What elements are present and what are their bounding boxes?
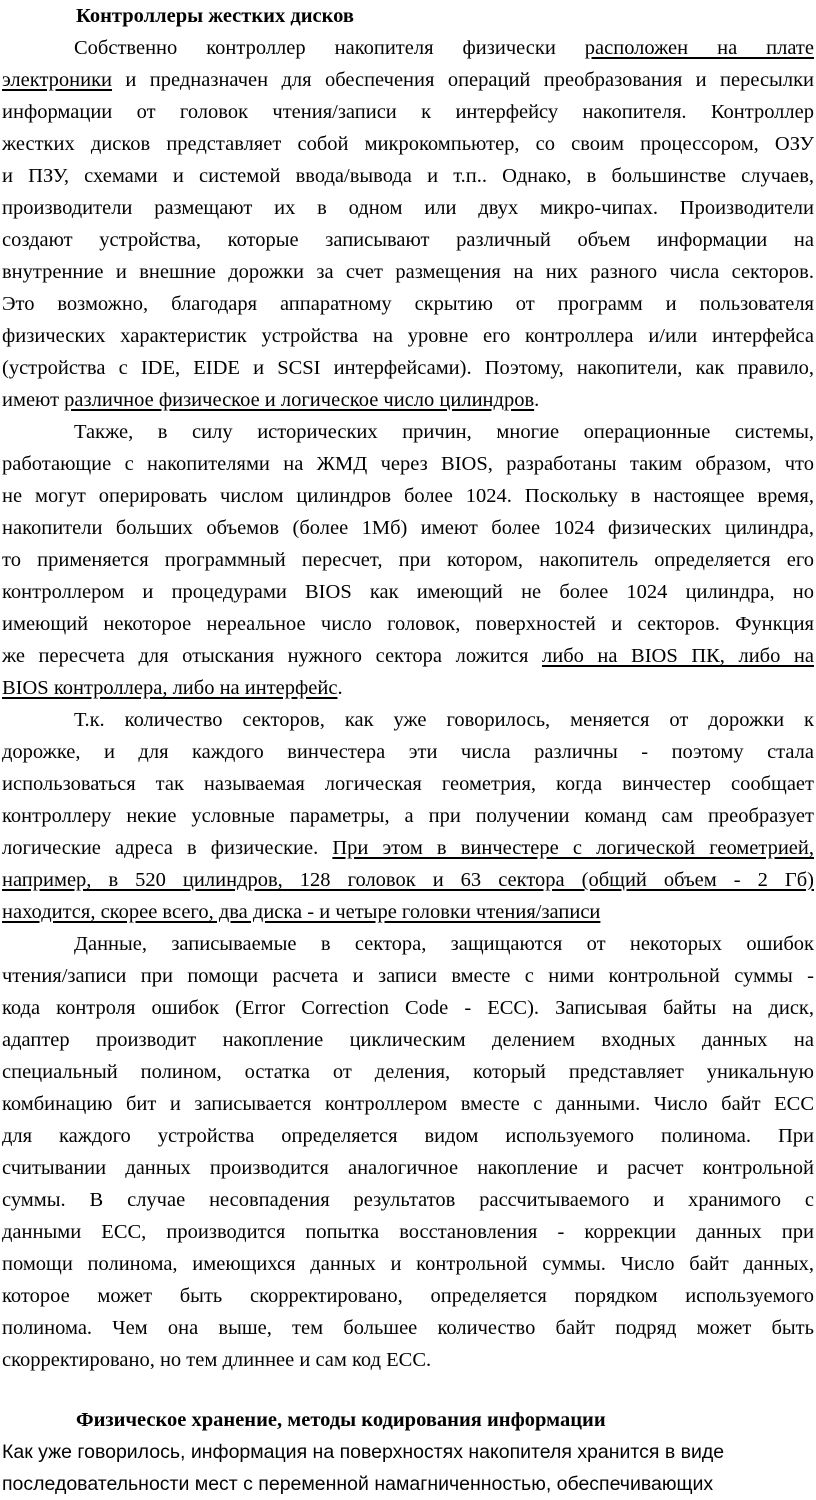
text-line: последовательности мест с переменной намагниченностью, обеспечивающих (2, 1473, 714, 1495)
text-span: . (337, 677, 343, 699)
text-line: жестких дисков представляет собой микрокомпьютер, со своим процессором, ОЗУ (2, 133, 814, 155)
text-line: помощи полинома, имеющихся данных и контрольной суммы. Число байт данных, (2, 1253, 814, 1275)
text-line: кода контроля ошибок (Error Correction Code - ECC). Записывая байты на диск, (2, 997, 814, 1019)
text-line (2, 384, 814, 416)
text-line: суммы. В случае несовпадения результатов рассчитываемого и хранимого с (2, 1189, 814, 1211)
text-line (2, 32, 814, 64)
paragraph-geometry (2, 704, 814, 928)
document-page (2, 0, 814, 1500)
text-line (2, 832, 814, 864)
text-line: работающие с накопителями на ЖМД через BIOS, разработаны таким образом, что (2, 453, 814, 475)
paragraph-bios (2, 416, 814, 704)
text-line: считывании данных производится аналогичное накопление и расчет контрольной (2, 1157, 814, 1179)
section-heading: Контроллеры жестких дисков (76, 5, 354, 27)
text-line: Т.к. количество секторов, как уже говорилось, меняется от дорожки к (74, 709, 814, 731)
text-line (2, 64, 814, 96)
section-spacer (2, 1376, 814, 1404)
text-line: информации от головок чтения/записи к интерфейсу накопителя. Контроллер (2, 101, 814, 123)
text-line: дорожке, и для каждого винчестера эти числа различны - поэтому стала (2, 741, 814, 763)
text-span: логические адреса в физические. (2, 837, 333, 859)
underlined-text: различное физическое и логическое число цилиндров (64, 389, 535, 411)
paragraph-controller (2, 32, 814, 416)
text-span: и предназначен для обеспечения операций преобразования и пересылки (112, 69, 814, 91)
text-span: Собственно контроллер накопителя физически (74, 37, 585, 59)
text-line: создают устройства, которые записывают различный объем информации на (2, 229, 814, 251)
text-line: (устройства с IDE, EIDE и SCSI интерфейсами). Поэтому, накопители, как правило, (2, 357, 814, 379)
text-line: Данные, записываемые в сектора, защищаются от некоторых ошибок (74, 933, 814, 955)
text-line: адаптер производит накопление циклическим делением входных данных на (2, 1029, 814, 1051)
underlined-text: например, в 520 цилиндров, 128 головок и 63 сектора (общий объем - 2 Гб) (2, 869, 814, 891)
text-line: не могут оперировать числом цилиндров более 1024. Поскольку в настоящее время, (2, 485, 814, 507)
text-line: Как уже говорилось, информация на поверхностях накопителя хранится в виде (2, 1441, 725, 1463)
text-line: Это возможно, благодаря аппаратному скрытию от программ и пользователя (2, 293, 814, 315)
text-line: специальный полином, остатка от деления, который представляет уникальную (2, 1061, 814, 1083)
text-line: скорректировано, но тем длиннее и сам код ECC. (2, 1349, 432, 1371)
text-line (2, 640, 814, 672)
text-line: полинома. Чем она выше, тем большее количество байт подряд может быть (2, 1317, 814, 1339)
text-line: комбинацию бит и записывается контроллером вместе с данными. Число байт ECC (2, 1093, 814, 1115)
text-span: имеют (2, 389, 65, 411)
text-line: которое может быть скорректировано, определяется порядком используемого (2, 1285, 814, 1307)
underlined-text: либо на BIOS ПК, либо на (542, 645, 814, 667)
text-line: физических характеристик устройства на уровне его контроллера и/или интерфейса (2, 325, 814, 347)
text-line (2, 864, 814, 896)
text-line: накопители больших объемов (более 1Мб) имеют более 1024 физических цилиндра, (2, 517, 814, 539)
text-line (2, 896, 814, 928)
text-span: же пересчета для отыскания нужного сектора ложится (2, 645, 542, 667)
text-line: использоваться так называемая логическая геометрия, когда винчестер сообщает (2, 773, 814, 795)
paragraph-storage (2, 1436, 814, 1500)
text-line: Также, в силу исторических причин, многие операционные системы, (74, 421, 814, 443)
section-heading: Физическое хранение, методы кодирования информации (76, 1409, 606, 1431)
text-line: и ПЗУ, схемами и системой ввода/вывода и т.п.. Однако, в большинстве случаев, (2, 165, 814, 187)
text-line: чтения/записи при помощи расчета и записи вместе с ними контрольной суммы - (2, 965, 814, 987)
text-line: имеющий некоторое нереальное число головок, поверхностей и секторов. Функция (2, 613, 814, 635)
text-line: то применяется программный пересчет, при котором, накопитель определяется его (2, 549, 814, 571)
text-line: внутренние и внешние дорожки за счет размещения на них разного числа секторов. (2, 261, 814, 283)
text-line: производители размещают их в одном или двух микро-чипах. Производители (2, 197, 814, 219)
text-line (2, 672, 814, 704)
underlined-text: находится, скорее всего, два диска - и четыре головки чтения/записи (2, 901, 601, 923)
text-line: для каждого устройства определяется видом используемого полинома. При (2, 1125, 814, 1147)
text-line: данными ECC, производится попытка восстановления - коррекции данных при (2, 1221, 814, 1243)
text-line: контроллеру некие условные параметры, а при получении команд сам преобразует (2, 805, 814, 827)
underlined-text: BIOS контроллера, либо на интерфейс (2, 677, 338, 699)
paragraph-ecc (2, 928, 814, 1376)
text-span: . (534, 389, 540, 411)
underlined-text: электроники (2, 69, 113, 91)
underlined-text: При этом в винчестере с логической геометрией, (332, 837, 814, 859)
underlined-text: расположен на плате (584, 37, 814, 59)
text-line: контроллером и процедурами BIOS как имеющий не более 1024 цилиндра, но (2, 581, 814, 603)
